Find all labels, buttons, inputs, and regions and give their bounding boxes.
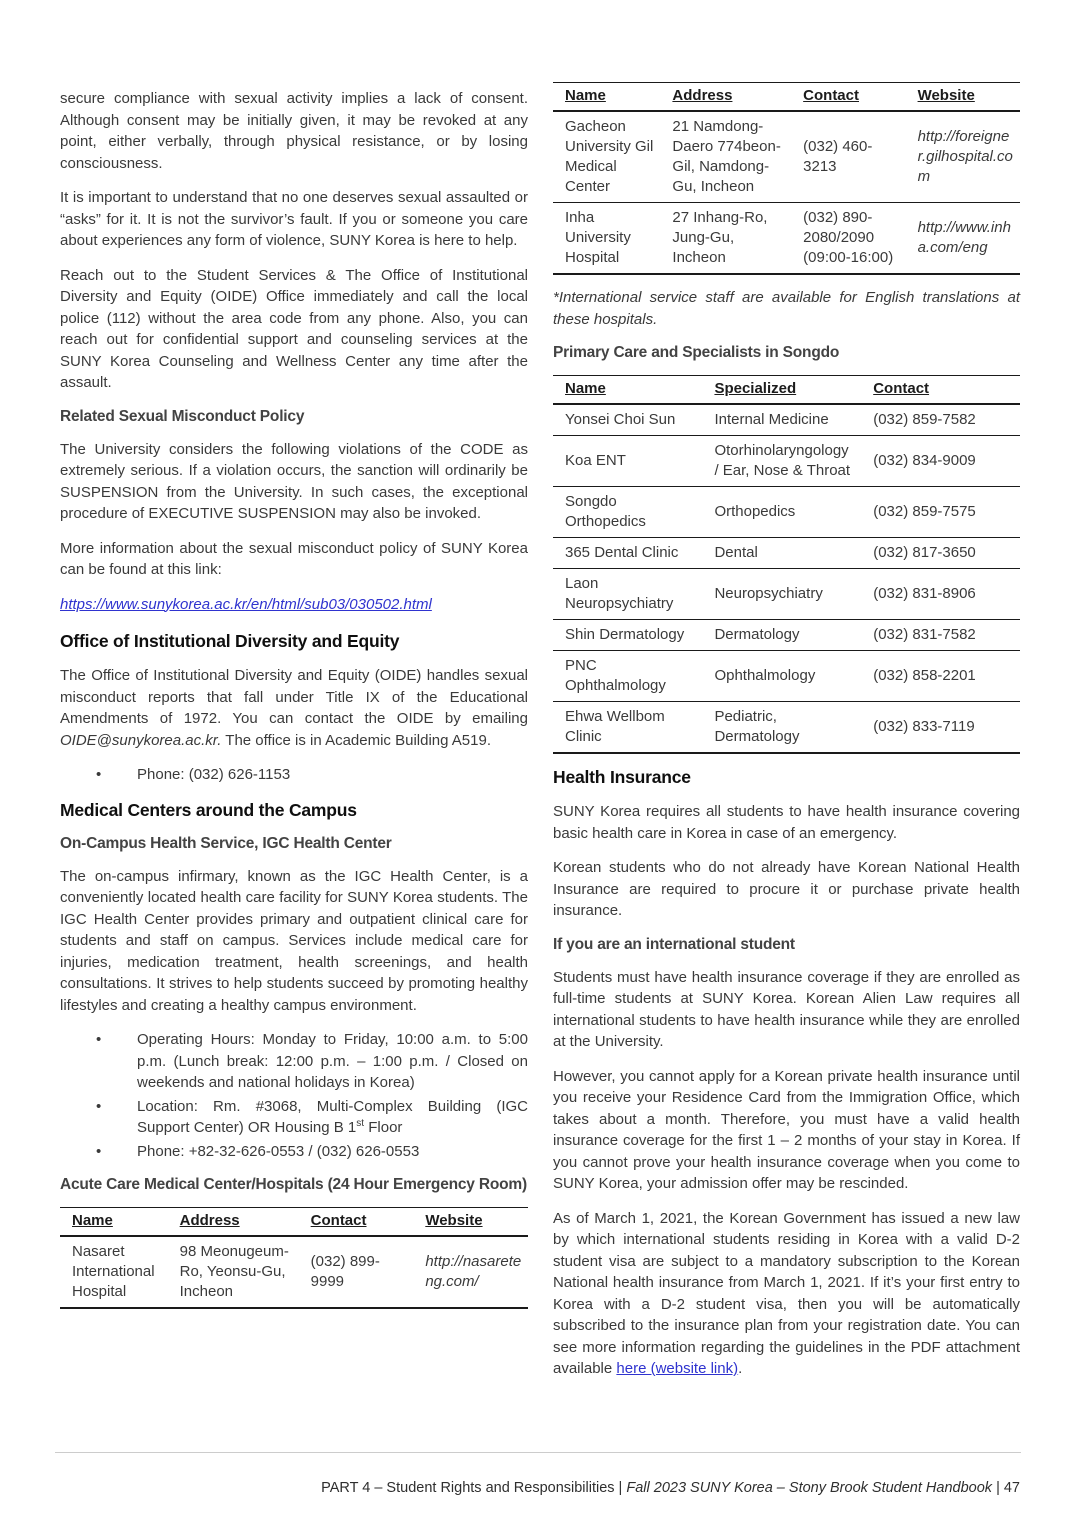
column-header: Address <box>168 1208 299 1237</box>
column-header: Name <box>60 1208 168 1237</box>
table-row <box>553 569 1020 620</box>
column-header: Website <box>413 1208 528 1237</box>
footer-part-label: PART 4 – Student Rights and Responsibilities | <box>321 1480 627 1496</box>
oide-bullet-list <box>60 764 528 786</box>
oide-text-a: The Office of Institutional Diversity and Equity (OIDE) handles sexual misconduct reports that fall under Title IX of the Educational Amendments of 1972. You can contact the OIDE by emailing <box>60 667 528 727</box>
acute-care-table-grid <box>60 1207 528 1309</box>
table-row <box>553 620 1020 651</box>
table-cell: 27 Inhang-Ro, Jung-Gu, Incheon <box>672 209 768 266</box>
table-cell: Yonsei Choi Sun <box>565 411 676 428</box>
table-row <box>553 111 1020 203</box>
table-cell: Dermatology <box>714 626 800 643</box>
paragraph-private-insurance: However, you cannot apply for a Korean private health insurance until you receive your Residence Card from the Immigration Office, which takes about a month. Therefore, you must have a valid health insurance coverage for the first 1 – 2 months of your stay in Korea. If you cannot prove your health insurance coverage when you come to SUNY Korea, your admission offer may be rescinded. <box>553 1067 1020 1192</box>
table-cell: 21 Namdong-Daero 774beon-Gil, Namdong-Gu, Incheon <box>672 118 781 195</box>
table-header-row <box>60 1208 528 1237</box>
column-header: Name <box>553 83 660 112</box>
bullet-oide-phone: • Phone: (032) 626-1153 <box>60 764 528 786</box>
footer-divider <box>55 1452 1021 1453</box>
location-superscript: st <box>356 1118 365 1129</box>
heading-medical-centers: Medical Centers around the Campus <box>60 799 357 820</box>
heading-oide: Office of Institutional Diversity and Equity <box>60 631 400 651</box>
table-row <box>553 651 1020 702</box>
table-cell: Gacheon University Gil Medical Center <box>565 118 654 195</box>
table-cell: (032) 817-3650 <box>873 544 976 561</box>
igc-bullet-list <box>60 1029 528 1162</box>
paragraph-korean-students: Korean students who do not already have Korean National Health Insurance are required to procure it or purchase private health insurance. <box>553 859 1020 919</box>
heading-health-insurance: Health Insurance <box>553 767 691 787</box>
march-text-b: . <box>738 1360 743 1377</box>
acute-care-table <box>60 1207 528 1309</box>
table-cell: Orthopedics <box>714 503 796 520</box>
table-cell: Pediatric, Dermatology <box>714 708 800 745</box>
misconduct-policy-link[interactable]: https://www.sunykorea.ac.kr/en/html/sub03/030502.html <box>60 595 432 613</box>
oide-text-b: The office is in Academic Building A519. <box>221 731 492 749</box>
table-cell: Ehwa Wellbom Clinic <box>565 708 665 745</box>
table-cell: Inha University Hospital <box>565 209 631 266</box>
table-cell: (032) 899-9999 <box>310 1253 380 1290</box>
policy-link-line <box>60 594 528 616</box>
oide-email: OIDE@sunykorea.ac.kr. <box>60 731 222 749</box>
table-cell: Koa ENT <box>565 452 626 469</box>
column-header: Website <box>906 83 1020 112</box>
paragraph-code-violations: The University considers the following violations of the CODE as extremely serious. If a violation occurs, the sanction will ordinarily be SUSPENSION from the University. In such cases, the exceptional procedure of EXECUTIVE SUSPENSION may also be invoked. <box>60 440 528 522</box>
table-cell: http://foreigner.gilhospital.com <box>917 128 1013 185</box>
primary-care-table-grid <box>553 375 1020 754</box>
paragraph-more-info: More information about the sexual misconduct policy of SUNY Korea can be found at this link: <box>60 539 528 578</box>
column-header: Contact <box>791 83 905 112</box>
table-cell: Shin Dermatology <box>565 626 685 643</box>
table-header-row <box>553 83 1020 112</box>
paragraph-infirmary: The on-campus infirmary, known as the IGC Health Center, is a conveniently located health care facility for SUNY Korea students. The IGC Health Center provides primary and outpatient clinical care for students and staff on campus. Services include medical care for injuries, medication treatment, health screenings, and health consultations. It strives to help students succeed by promoting healthy lifestyles and creating a healthy campus environment. <box>60 867 528 1014</box>
table-cell: (032) 890-2080/2090 (09:00-16:00) <box>803 209 894 266</box>
table-cell: 98 Meonugeum-Ro, Yeonsu-Gu, Incheon <box>179 1243 289 1300</box>
hospitals-table-grid <box>553 82 1020 275</box>
table-row <box>553 487 1020 538</box>
table-cell: Otorhinolaryngology / Ear, Nose & Throat <box>714 442 851 479</box>
bullet-operating-hours: • Operating Hours: Monday to Friday, 10:00 a.m. to 5:00 p.m. (Lunch break: 12:00 p.m. – 1:00 p.m. / Closed on weekends and national holidays in Korea) <box>60 1029 528 1094</box>
paragraph-no-one-deserves: It is important to understand that no one deserves sexual assaulted or “asks” for it. It is not the survivor’s fault. If you or someone you care about experiences any form of violence, SUNY Korea is here to help. <box>60 189 528 249</box>
table-cell: PNC Ophthalmology <box>565 657 666 694</box>
bullet-location <box>60 1096 528 1139</box>
table-cell: Nasaret International Hospital <box>72 1243 155 1300</box>
table-cell: (032) 831-8906 <box>873 585 976 602</box>
subhead-primary-care: Primary Care and Specialists in Songdo <box>553 344 840 361</box>
hospitals-note: *International service staff are available for English translations at these hospitals. <box>553 289 1020 328</box>
paragraph-coverage-required: Students must have health insurance coverage if they are enrolled as full-time students at SUNY Korea. Korean Alien Law requires all international students to have health insurance while they are enrolled at the University. <box>553 968 1020 1050</box>
table-cell: (032) 833-7119 <box>873 718 975 735</box>
subhead-acute-care: Acute Care Medical Center/Hospitals (24 Hour Emergency Room) <box>60 1176 527 1193</box>
table-cell: (032) 831-7582 <box>873 626 976 643</box>
primary-care-table <box>553 375 1020 754</box>
table-cell: (032) 859-7575 <box>873 503 976 520</box>
table-cell: Internal Medicine <box>714 411 829 428</box>
table-row <box>553 702 1020 754</box>
march-text-a: As of March 1, 2021, the Korean Government has issued a new law by which international students residing in Korea with a valid D-2 student visa are subject to a mandatory subscription to the Korean National health insurance from March 1, 2021. If it’s your first entry to Korea with a D-2 student visa, then you will be automatically subscribed to the insurance plan from your registration date. You can see more information regarding the guidelines in the PDF attachment available <box>553 1209 1020 1377</box>
table-cell: (032) 858-2201 <box>873 667 976 684</box>
paragraph-march-2021 <box>553 1208 1020 1380</box>
right-column <box>553 82 1020 1393</box>
paragraph-oide <box>60 665 528 751</box>
column-header: Contact <box>861 376 1020 405</box>
table-cell: Dental <box>714 544 758 561</box>
table-cell: 365 Dental Clinic <box>565 544 679 561</box>
subhead-igc-health-center: On-Campus Health Service, IGC Health Center <box>60 834 392 852</box>
table-cell: Ophthalmology <box>714 667 816 684</box>
paragraph-consent: secure compliance with sexual activity implies a lack of consent. Although consent may be initially given, it may be revoked at any point, either verbally, through physical resistance, or by losing consciousness. <box>60 90 528 172</box>
column-header: Name <box>553 376 702 405</box>
paragraph-insurance-required: SUNY Korea requires all students to have health insurance covering basic health care in Korea in case of an emergency. <box>553 803 1020 842</box>
left-column <box>60 88 528 1321</box>
table-row <box>553 203 1020 275</box>
location-text-b: Floor <box>364 1119 403 1136</box>
footer-handbook-title: Fall 2023 SUNY Korea – Stony Brook Student Handbook <box>626 1480 993 1496</box>
table-cell: http://nasareteng.com/ <box>425 1253 522 1290</box>
table-cell: Laon Neuropsychiatry <box>565 575 674 612</box>
footer-page-number: | 47 <box>992 1480 1020 1496</box>
column-header: Specialized <box>702 376 861 405</box>
paragraph-reach-out: Reach out to the Student Services & The Office of Institutional Diversity and Equity (OIDE) Office immediately and call the local police (112) without the area code from any phone. Also, you can reach out for confidential support and counseling services at the SUNY Korea Counseling and Wellness Center any time after the assault. <box>60 266 528 391</box>
column-header: Address <box>660 83 791 112</box>
subhead-international-student: If you are an international student <box>553 935 795 953</box>
table-cell: http://www.inha.com/eng <box>917 219 1011 256</box>
table-row <box>553 436 1020 487</box>
table-cell: Neuropsychiatry <box>714 585 823 602</box>
guidelines-link[interactable]: here (website link) <box>616 1360 739 1377</box>
table-cell: (032) 460-3213 <box>803 138 873 175</box>
subhead-related-policy: Related Sexual Misconduct Policy <box>60 407 305 425</box>
table-row <box>553 404 1020 436</box>
hospitals-table <box>553 82 1020 275</box>
column-header: Contact <box>299 1208 414 1237</box>
table-row <box>60 1236 528 1308</box>
table-cell: (032) 834-9009 <box>873 452 976 469</box>
bullet-igc-phone: • Phone: +82-32-626-0553 / (032) 626-0553 <box>60 1141 528 1163</box>
table-cell: Songdo Orthopedics <box>565 493 646 530</box>
table-row <box>553 538 1020 569</box>
table-cell: (032) 859-7582 <box>873 411 976 428</box>
location-text-a: Location: Rm. #3068, Multi-Complex Building (IGC Support Center) OR Housing B 1 <box>137 1097 528 1136</box>
table-header-row <box>553 376 1020 405</box>
page-footer <box>321 1480 1020 1496</box>
